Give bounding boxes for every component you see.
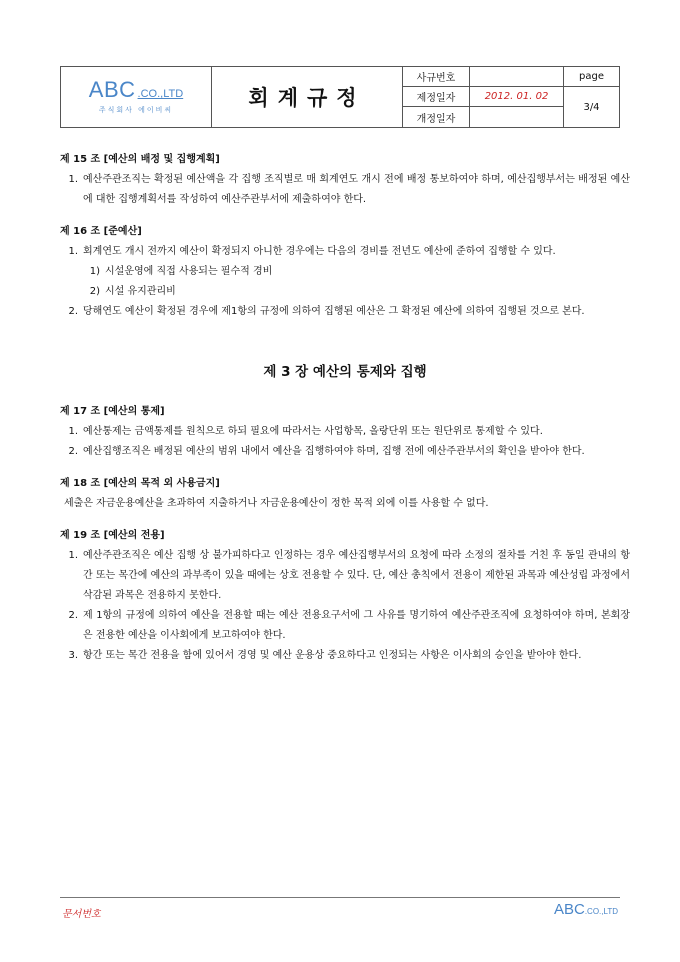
document-body bbox=[60, 150, 630, 666]
value-code bbox=[470, 67, 564, 87]
footer-logo-suffix: .CO.,LTD bbox=[584, 907, 618, 916]
footer-divider bbox=[60, 897, 620, 898]
page-value: 3/4 bbox=[583, 101, 600, 113]
company-logo bbox=[61, 67, 212, 127]
label-made: 제정일자 bbox=[403, 87, 470, 107]
article-16-subitem-1: 1) 시설운영에 직접 사용되는 필수적 경비 bbox=[89, 266, 273, 277]
footer-logo bbox=[554, 901, 618, 919]
document-title: 회계규정 bbox=[248, 86, 366, 110]
article-16-subitem-2: 2) 시설 유지관리비 bbox=[89, 286, 176, 297]
label-code: 사규번호 bbox=[403, 67, 470, 87]
label-revised: 개정일자 bbox=[403, 107, 470, 127]
footer-logo-text: ABC bbox=[553, 901, 585, 918]
article-19-item-1: 1. 예산주관조직은 예산 집행 상 불가피하다고 인정하는 경우 예산집행부서의 요청에 따라 소정의 절차를 거친 후 동일 관내의 항간 또는 목간에 예산의 과부족이 있을 때에는 상호 전용할 수 있다. 단, 예산 총칙에서 전용이 제한된 과목과 예산성립 과정에서 삭감된 과목은 전용하지 못한다. bbox=[68, 550, 630, 601]
value-revised bbox=[470, 107, 564, 127]
article-19-item-3: 3. 항간 또는 목간 전용을 함에 있어서 경영 및 예산 운용상 중요하다고 인정되는 사항은 이사회의 승인을 받아야 한다. bbox=[68, 650, 582, 661]
title-cell bbox=[212, 67, 403, 127]
logo-text: ABC bbox=[88, 77, 136, 102]
article-17-item-1: 1. 예산통제는 금액통제를 원칙으로 하되 필요에 따라서는 사업항목, 올랑단위 또는 원단위로 통제할 수 있다. bbox=[68, 426, 543, 437]
footer-doc-number: 문서번호 bbox=[62, 909, 101, 920]
article-16-title: 제 16 조 [준예산] bbox=[60, 226, 142, 237]
article-15-title: 제 15 조 [예산의 배정 및 집행계획] bbox=[60, 154, 220, 165]
document-header bbox=[60, 66, 620, 128]
article-18-text: 세출은 자금운용예산을 초과하여 지출하거나 자금운용예산이 정한 목적 외에 이를 사용할 수 없다. bbox=[64, 498, 489, 509]
article-18-title: 제 18 조 [예산의 목적 외 사용금지] bbox=[60, 478, 220, 489]
chapter-heading: 제 3 장 예산의 통제와 집행 bbox=[263, 364, 427, 380]
page-label: page bbox=[564, 67, 619, 87]
article-16-item-2: 2. 당해연도 예산이 확정된 경우에 제1항의 규정에 의하여 집행된 예산은 그 확정된 예산에 의하여 집행된 것으로 본다. bbox=[68, 306, 585, 317]
article-17-title: 제 17 조 [예산의 통제] bbox=[60, 406, 165, 417]
value-made: 2012. 01. 02 bbox=[470, 87, 564, 107]
article-17-item-2: 2. 예산집행조직은 배정된 예산의 범위 내에서 예산을 집행하여야 하며, 집행 전에 예산주관부서의 확인을 받아야 한다. bbox=[68, 446, 585, 457]
logo-subtitle: 주식회사 에이비씨 bbox=[98, 106, 174, 114]
header-info-grid bbox=[403, 67, 619, 127]
article-16-item-1: 1. 회계연도 개시 전까지 예산이 확정되지 아니한 경우에는 다음의 경비를 전년도 예산에 준하여 집행할 수 있다. bbox=[68, 246, 556, 257]
article-15-item-1: 1. 예산주관조직는 확정된 예산액을 각 집행 조직별로 매 회계연도 개시 전에 배정 통보하여야 하며, 예산집행부서는 배정된 예산에 대한 집행계획서를 작성하여 예산주관부서에 제출하여야 한다. bbox=[68, 174, 630, 205]
article-19-item-2: 2. 제 1항의 규정에 의하여 예산을 전용할 때는 예산 전용요구서에 그 사유를 명기하여 예산주관조직에 요청하여야 하며, 본회장은 전용한 예산을 이사회에게 보고하여야 한다. bbox=[68, 610, 630, 641]
logo-suffix: .CO.,LTD bbox=[137, 88, 184, 100]
article-19-title: 제 19 조 [예산의 전용] bbox=[60, 530, 165, 541]
